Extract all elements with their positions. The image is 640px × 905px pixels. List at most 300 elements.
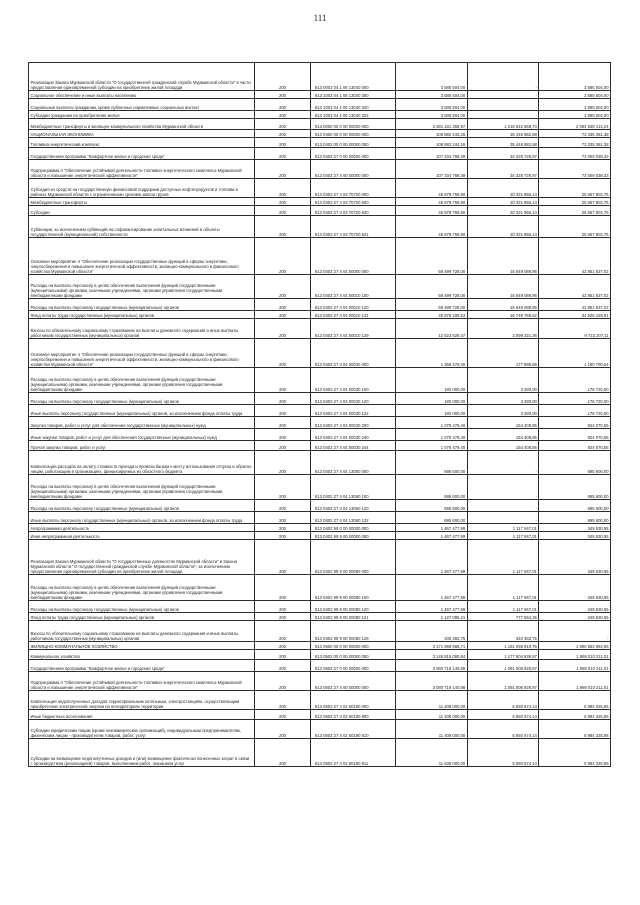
table-row [29, 311, 611, 319]
cell-exec: 154 408,85 [467, 417, 539, 429]
cell-admin: 200 [255, 339, 311, 368]
cell-plan: 1 467 477,99 [396, 601, 468, 613]
cell-rest: 3 585 504,00 [539, 63, 611, 91]
cell-plan: 11 635 000,00 [396, 739, 468, 767]
cell-rest: 349 530,95 [539, 540, 611, 575]
cell-admin: 200 [255, 429, 311, 441]
table-row [29, 650, 611, 660]
cell-code: 813 0402 27 4 04 00030 244 [311, 441, 396, 451]
cell-admin: 200 [255, 441, 311, 451]
cell-admin: 200 [255, 405, 311, 417]
cell-exec: - [467, 99, 539, 111]
cell-plan: 107 334 768,39 [396, 160, 468, 179]
table-row [29, 299, 611, 311]
cell-plan: 3 080 719 140,88 [396, 660, 468, 672]
cell-rest: 25 657 802,76 [539, 216, 611, 238]
cell-rest: 73 009 038,33 [539, 148, 611, 160]
cell-code: 813 0502 27 4 00 00000 000 [311, 672, 396, 691]
cell-exec: 177 688,86 [467, 339, 539, 368]
cell-name: Иная непрограммная деятельность [29, 532, 255, 540]
cell-name: НАЦИОНАЛЬНАЯ ЭКОНОМИКА [29, 130, 255, 138]
cell-rest: 176 720,00 [539, 405, 611, 417]
cell-exec: 20 321 956,14 [467, 206, 539, 216]
cell-admin: 200 [255, 575, 311, 601]
budget-execution-table [28, 62, 611, 767]
cell-name: Коммунальное хозяйство [29, 650, 255, 660]
cell-admin: 200 [255, 368, 311, 393]
cell-code: 813 0402 27 4 04 00030 120 [311, 393, 396, 405]
cell-admin: 200 [255, 660, 311, 672]
cell-code: 813 0402 27 4 04 13060 120 [311, 500, 396, 512]
cell-exec: 154 408,85 [467, 441, 539, 451]
cell-code: 813 0402 27 4 04 00010 120 [311, 299, 396, 311]
cell-code: 813 0003 04 1 06 13040 000 [311, 63, 396, 91]
cell-rest: - [539, 621, 611, 642]
cell-admin: 200 [255, 275, 311, 299]
cell-exec: - [467, 475, 539, 500]
table-row [29, 393, 611, 405]
cell-plan: 11 408 000,00 [396, 710, 468, 720]
cell-exec: 1 117 947,01 [467, 575, 539, 601]
cell-plan: 58 499 728,00 [396, 238, 468, 275]
cell-exec: 1 216 542 668,73 [467, 119, 539, 130]
table-row [29, 601, 611, 613]
cell-exec: - [467, 512, 539, 524]
cell-admin: 200 [255, 691, 311, 710]
cell-rest: 9 723 207,11 [539, 319, 611, 339]
cell-exec: - [467, 91, 539, 99]
cell-admin: 200 [255, 299, 311, 311]
cell-exec: 34 325 729,97 [467, 160, 539, 179]
cell-plan: 3 080 719 140,88 [396, 672, 468, 691]
cell-rest: 1 180 790,54 [539, 339, 611, 368]
cell-name: Субвенции, за исключением субвенций на софинансирование капитальных вложений в объекты государственной (муниципальной) собственности [29, 216, 255, 238]
cell-name: ЖИЛИЩНО-КОММУНАЛЬНОЕ ХОЗЯЙСТВО [29, 642, 255, 650]
cell-admin: 200 [255, 138, 311, 148]
cell-exec: 16 749 769,62 [467, 311, 539, 319]
cell-rest: 3 585 504,00 [539, 111, 611, 119]
cell-name: Реализация Закона Мурманской области "О государственной гражданской службе Мурманской области" в части предоставления единовременной субсидии на приобретение жилой площади [29, 63, 255, 91]
cell-plan: 3 585 504,00 [396, 99, 468, 111]
table-row [29, 130, 611, 138]
cell-exec: 20 321 956,14 [467, 216, 539, 238]
cell-plan: 695 600,00 [396, 451, 468, 475]
cell-code: 813 0402 27 4 03 70720 521 [311, 216, 396, 238]
cell-name: Расходы на выплаты персоналу в целях обеспечения выполнения функций государственными (муниципальными) органами, казенными учреждениями, органами управления государственными внебюджетными фондами [29, 275, 255, 299]
cell-name: Субсидия из средств на государственную финансовой поддержки доступных нефтепродуктов и топлива в районах Мурманской области с ограниченными сроками завоза грузов [29, 179, 255, 198]
cell-admin: 200 [255, 621, 311, 642]
cell-code: 813 0402 27 4 04 00000 000 [311, 238, 396, 275]
cell-admin: 200 [255, 238, 311, 275]
table-row [29, 91, 611, 99]
cell-code: 813 0502 27 4 02 60190 811 [311, 739, 396, 767]
cell-plan: 1 078 479,40 [396, 429, 468, 441]
cell-plan: 180 000,00 [396, 393, 468, 405]
cell-code: 813 0402 27 4 04 00030 240 [311, 429, 396, 441]
table-row [29, 710, 611, 720]
table-row [29, 441, 611, 451]
table-row [29, 368, 611, 393]
cell-name: Фонд оплаты труда государственных (муниципальных) органов [29, 613, 255, 621]
cell-rest: 695 600,00 [539, 512, 611, 524]
table-row [29, 429, 611, 441]
table-row [29, 739, 611, 767]
cell-rest: 25 657 802,76 [539, 179, 611, 198]
cell-rest: 73 335 361,38 [539, 138, 611, 148]
cell-plan: 1 358 479,40 [396, 339, 468, 368]
cell-code: 813 0402 00 0 00 00000 000 [311, 138, 396, 148]
table-row [29, 532, 611, 540]
cell-admin: 200 [255, 216, 311, 238]
cell-code: 813 0402 27 4 04 00030 100 [311, 368, 396, 393]
cell-admin: 200 [255, 319, 311, 339]
cell-code: 813 0402 99 0 00 00000 000 [311, 524, 396, 532]
cell-rest: 2 064 638 414,24 [539, 119, 611, 130]
cell-admin: 200 [255, 311, 311, 319]
cell-name: Основное мероприятие 4 "Обеспечение реализации государственных функций в сферах энергетики, энергосбережения и повышения энергетической эффективности, жилищно-коммунального и финансового хозяйства Мурманской области" [29, 238, 255, 275]
cell-plan: 180 000,00 [396, 368, 468, 393]
cell-code: 813 0402 99 9 00 00080 121 [311, 613, 396, 621]
cell-rest: 1 989 010 211,01 [539, 672, 611, 691]
cell-name: Закупка товаров, работ и услуг для обеспечения государственных (муниципальных) нужд [29, 417, 255, 429]
cell-plan: 45 976 199,53 [396, 311, 468, 319]
cell-plan: 58 499 728,00 [396, 299, 468, 311]
table-row [29, 216, 611, 238]
cell-exec: 5 650 674,14 [467, 739, 539, 767]
cell-code: 813 0402 27 4 04 00030 122 [311, 405, 396, 417]
cell-rest: 176 720,00 [539, 368, 611, 393]
cell-rest: 349 530,95 [539, 613, 611, 621]
cell-code: 813 0402 99 9 00 00080 120 [311, 601, 396, 613]
cell-exec: 154 408,85 [467, 429, 539, 441]
table-row [29, 339, 611, 368]
cell-code: 813 1003 04 1 06 13040 320 [311, 99, 396, 111]
cell-name: Основное мероприятие 4 "Обеспечение реализации государственных функций в сферах энергетики, энергосбережения и повышения энергетической эффективности, жилищно-коммунального и финансового хозяйства Мурманской области" [29, 339, 255, 368]
cell-name: Взносы по обязательному социальному страхованию на выплаты денежного содержания и иные выплаты работникам государственных (муниципальных) органов [29, 621, 255, 642]
cell-code: 813 0402 99 9 00 00080 000 [311, 540, 396, 575]
cell-rest: 5 984 325,86 [539, 710, 611, 720]
table-row [29, 500, 611, 512]
table-row [29, 138, 611, 148]
table-row [29, 148, 611, 160]
cell-exec: 15 649 088,96 [467, 299, 539, 311]
cell-admin: 200 [255, 417, 311, 429]
table-row [29, 575, 611, 601]
cell-plan: 1 078 479,40 [396, 441, 468, 451]
cell-plan: 108 882 244,26 [396, 138, 468, 148]
cell-name: Расходы на выплаты персоналу в целях обеспечения выполнения функций государственными (муниципальными) органами, казенными учреждениями, органами управления государственными внебюджетными фондами [29, 368, 255, 393]
cell-exec: 35 446 882,88 [467, 138, 539, 148]
cell-admin: 200 [255, 451, 311, 475]
cell-code: 813 0500 00 0 00 00000 000 [311, 642, 396, 650]
cell-name: Расходы на выплаты персоналу государственных (муниципальных) органов [29, 601, 255, 613]
table-row [29, 512, 611, 524]
cell-code: 813 0402 27 4 04 13060 122 [311, 512, 396, 524]
cell-code: 813 0402 27 4 04 00010 100 [311, 275, 396, 299]
cell-admin: 200 [255, 475, 311, 500]
cell-exec: - [467, 111, 539, 119]
cell-exec: 34 325 729,97 [467, 148, 539, 160]
cell-name: Субсидии [29, 206, 255, 216]
cell-admin: 200 [255, 642, 311, 650]
cell-rest: 1 990 563 954,96 [539, 642, 611, 650]
cell-exec: - [467, 63, 539, 91]
cell-plan: 11 408 000,00 [396, 720, 468, 739]
cell-name: Непрограммная деятельность [29, 524, 255, 532]
cell-rest: 349 530,95 [539, 524, 611, 532]
cell-admin: 200 [255, 91, 311, 99]
cell-rest: 349 530,95 [539, 532, 611, 540]
cell-admin: 200 [255, 720, 311, 739]
cell-code: 813 0402 27 4 03 70720 520 [311, 206, 396, 216]
cell-admin: 200 [255, 179, 311, 198]
cell-name: Государственная программа "Комфортное жилье и городская среда" [29, 660, 255, 672]
cell-plan: 3 146 815 080,84 [396, 650, 468, 660]
cell-admin: 200 [255, 532, 311, 540]
table-row [29, 621, 611, 642]
table-row [29, 691, 611, 710]
page-number: 111 [313, 13, 327, 23]
table-row [29, 720, 611, 739]
cell-admin: 200 [255, 111, 311, 119]
cell-plan: 11 408 000,00 [396, 691, 468, 710]
cell-rest: 695 600,00 [539, 451, 611, 475]
cell-exec: 5 650 674,14 [467, 720, 539, 739]
cell-code: 813 0402 27 4 03 70720 000 [311, 179, 396, 198]
cell-name: Государственная программа "Комфортное жилье и городская среда" [29, 148, 255, 160]
cell-name: Иные закупки товаров, работ и услуг для обеспечения государственных (муниципальных) нужд [29, 429, 255, 441]
table-row [29, 540, 611, 575]
cell-plan: 45 979 759,90 [396, 179, 468, 198]
table-row [29, 672, 611, 691]
cell-exec: 1 117 947,01 [467, 540, 539, 575]
cell-code: 813 0402 27 4 03 70720 500 [311, 198, 396, 206]
cell-rest: 42 851 637,02 [539, 299, 611, 311]
cell-code: 813 0402 99 9 00 00080 129 [311, 621, 396, 642]
cell-admin: 200 [255, 99, 311, 111]
cell-rest: 695 600,00 [539, 500, 611, 512]
cell-name: Компенсация недополученных доходов территориальным котельным, электростанциям, осуществляющим приобретение электрической энергии на нетерриториях территории [29, 691, 255, 710]
cell-exec: 20 321 956,14 [467, 179, 539, 198]
cell-admin: 200 [255, 540, 311, 575]
cell-name: Расходы на выплаты персоналу государственных (муниципальных) органов [29, 393, 255, 405]
cell-name: Расходы на выплаты персоналу государственных (муниципальных) органов [29, 500, 255, 512]
cell-plan: 45 979 759,90 [396, 198, 468, 206]
table-row [29, 642, 611, 650]
cell-code: 813 0502 27 0 00 00000 000 [311, 660, 396, 672]
cell-rest: 176 720,00 [539, 393, 611, 405]
cell-admin: 200 [255, 119, 311, 130]
cell-name: Межбюджетные трансферты [29, 198, 255, 206]
cell-name: Социальные выплаты гражданам, кроме публичных нормативных социальных выплат [29, 99, 255, 111]
table-row [29, 451, 611, 475]
cell-exec: 1 091 006 929,87 [467, 660, 539, 672]
cell-rest: 25 657 802,76 [539, 206, 611, 216]
cell-exec: 1 117 947,01 [467, 524, 539, 532]
cell-admin: 200 [255, 130, 311, 138]
cell-code: 813 0502 27 4 02 60190 000 [311, 691, 396, 710]
cell-name: Иные выплаты персоналу государственных (муниципальных) органов, за исключением фонда оплаты труда [29, 405, 255, 417]
cell-name: Расходы на выплаты персоналу в целях обеспечения выполнения функций государственными (муниципальными) органами, казенными учреждениями, органами управления государственными внебюджетными фондами [29, 475, 255, 500]
cell-code: 813 0402 27 4 04 00010 129 [311, 319, 396, 339]
cell-exec: 3 280,00 [467, 405, 539, 417]
cell-code: 813 0502 27 4 02 60190 800 [311, 710, 396, 720]
table-row [29, 198, 611, 206]
cell-exec: 3 099 321,36 [467, 319, 539, 339]
cell-plan: 180 000,00 [396, 405, 468, 417]
cell-exec: 35 446 882,88 [467, 130, 539, 138]
table-row [29, 179, 611, 198]
cell-code: 813 0000 00 0 00 00000 000 [311, 119, 396, 130]
table-row [29, 63, 611, 91]
cell-code: 813 0402 99 9 00 00080 100 [311, 575, 396, 601]
cell-rest: 25 657 802,76 [539, 198, 611, 206]
cell-admin: 200 [255, 650, 311, 660]
cell-exec: 5 650 674,14 [467, 710, 539, 720]
cell-exec: 340 382,75 [467, 621, 539, 642]
cell-plan: 1 467 477,99 [396, 575, 468, 601]
cell-admin: 200 [255, 160, 311, 179]
cell-plan: 695 600,00 [396, 475, 468, 500]
cell-rest: 73 009 038,33 [539, 160, 611, 179]
cell-code: 813 0402 99 9 00 00000 000 [311, 532, 396, 540]
cell-rest: 34 526 429,91 [539, 311, 611, 319]
cell-plan: 3 585 504,00 [396, 111, 468, 119]
cell-code: 813 0402 27 4 04 13060 000 [311, 451, 396, 475]
cell-exec: 15 649 088,96 [467, 238, 539, 275]
cell-name: Подпрограмма 4 "Обеспечение устойчивой деятельности топливно-энергетического комплекса Мурманской области и повышение энергетической эффективности" [29, 672, 255, 691]
cell-exec: 20 321 956,14 [467, 198, 539, 206]
table-row [29, 524, 611, 532]
cell-rest: 924 070,55 [539, 417, 611, 429]
cell-plan: 695 600,00 [396, 500, 468, 512]
cell-rest: 3 585 504,00 [539, 91, 611, 99]
cell-exec: 3 280,00 [467, 393, 539, 405]
cell-code: 813 0402 27 4 04 00010 121 [311, 311, 396, 319]
cell-exec: 15 649 088,96 [467, 275, 539, 299]
table-row [29, 119, 611, 130]
cell-code: 813 0400 00 0 00 00000 000 [311, 130, 396, 138]
cell-rest: 42 851 637,02 [539, 238, 611, 275]
cell-code: 813 0402 27 0 00 00000 000 [311, 148, 396, 160]
cell-plan: 12 523 528,47 [396, 319, 468, 339]
cell-rest: 3 585 504,00 [539, 99, 611, 111]
cell-name: Расходы на выплаты персоналу в целях обеспечения выполнения функций государственными (муниципальными) органами, казенными учреждениями, органами управления государственными внебюджетными фондами [29, 575, 255, 601]
table-row [29, 111, 611, 119]
cell-name: Иные выплаты персоналу государственных (муниципальных) органов, за исключением фонда оплаты труда [29, 512, 255, 524]
cell-name: Компенсация расходов на оплату стоимости проезда и провоза багажа к месту использования отпуска и обратно лицам, работающим в организациях, финансируемых из областного бюджета [29, 451, 255, 475]
cell-rest: 695 600,00 [539, 475, 611, 500]
cell-rest: 1 989 010 211,01 [539, 660, 611, 672]
cell-name: Фонд оплаты труда государственных (муниципальных) органов [29, 311, 255, 319]
cell-code: 813 0402 27 4 00 00000 000 [311, 160, 396, 179]
cell-admin: 200 [255, 613, 311, 621]
cell-plan: 1 078 479,40 [396, 417, 468, 429]
cell-plan: 107 334 768,39 [396, 148, 468, 160]
table-row [29, 99, 611, 111]
cell-plan: 1 127 095,21 [396, 613, 468, 621]
cell-admin: 200 [255, 524, 311, 532]
cell-name: Субсидии гражданам на приобретение жилья [29, 111, 255, 119]
cell-code: 813 0402 27 4 04 13060 100 [311, 475, 396, 500]
cell-rest: 5 984 325,86 [539, 720, 611, 739]
table-row [29, 319, 611, 339]
cell-code: 813 1003 04 1 06 13040 322 [311, 111, 396, 119]
cell-exec: 1 117 947,01 [467, 601, 539, 613]
cell-admin: 200 [255, 672, 311, 691]
cell-rest: 5 984 325,86 [539, 739, 611, 767]
table-row [29, 275, 611, 299]
cell-code: 813 0502 27 4 02 60190 810 [311, 720, 396, 739]
table-row [29, 660, 611, 672]
cell-admin: 200 [255, 601, 311, 613]
cell-plan: 695 600,00 [396, 512, 468, 524]
cell-plan: 1 467 477,99 [396, 524, 468, 532]
cell-rest: 1 969 010 211,01 [539, 650, 611, 660]
cell-plan: 340 382,75 [396, 621, 468, 642]
cell-name: Субсидии юридическим лицам (кроме некоммерческих организаций), индивидуальным предпринимателям, физическим лицам - производителям товаров, работ, услуг [29, 720, 255, 739]
cell-rest: 42 851 637,02 [539, 275, 611, 299]
cell-plan: 108 882 243,26 [396, 130, 468, 138]
cell-name: Социальное обеспечение и иные выплаты населению [29, 91, 255, 99]
cell-plan: 45 979 759,90 [396, 206, 468, 216]
table-row [29, 405, 611, 417]
cell-name: Иные бюджетные ассигнования [29, 710, 255, 720]
cell-rest: 924 070,55 [539, 429, 611, 441]
table-row [29, 417, 611, 429]
cell-exec: - [467, 500, 539, 512]
cell-admin: 200 [255, 206, 311, 216]
cell-exec: 3 280,00 [467, 368, 539, 393]
cell-admin: 200 [255, 148, 311, 160]
cell-code: 813 0502 00 0 00 00000 000 [311, 650, 396, 660]
cell-admin: 200 [255, 393, 311, 405]
cell-plan: 1 467 477,99 [396, 532, 468, 540]
cell-rest: 924 070,55 [539, 441, 611, 451]
cell-rest: 5 984 325,86 [539, 691, 611, 710]
cell-name: Топливно-энергетический комплекс [29, 138, 255, 148]
table-row [29, 160, 611, 179]
cell-rest: 73 335 361,38 [539, 130, 611, 138]
cell-name: Межбюджетные трансферты и жилищно-коммунального хозяйства Мурманской области [29, 119, 255, 130]
cell-name: Подпрограмма 4 "Обеспечение устойчивой деятельности топливно-энергетического комплекса Мурманской области и повышение энергетической эффективности" [29, 160, 255, 179]
cell-exec: 1 117 947,01 [467, 532, 539, 540]
cell-code: 813 1003 04 1 06 13040 300 [311, 91, 396, 99]
cell-exec: 1 181 095 910,75 [467, 642, 539, 650]
cell-exec: 1 177 804 939,87 [467, 650, 539, 660]
cell-admin: 200 [255, 198, 311, 206]
cell-exec: 1 091 006 929,87 [467, 672, 539, 691]
cell-plan: 58 499 728,00 [396, 275, 468, 299]
cell-plan: 1 467 477,99 [396, 540, 468, 575]
cell-code: 813 0402 27 4 04 00030 000 [311, 339, 396, 368]
cell-name: Субсидии на возмещение недополученных доходов и (или) возмещение фактически понесенных затрат в связи с производством (реализацией) товаров, выполнением работ, оказанием услуг [29, 739, 255, 767]
table-row [29, 475, 611, 500]
cell-plan: 3 281 181 359,97 [396, 119, 468, 130]
cell-exec: 5 650 674,14 [467, 691, 539, 710]
cell-admin: 200 [255, 500, 311, 512]
cell-rest: 349 530,95 [539, 575, 611, 601]
table-row [29, 206, 611, 216]
cell-admin: 200 [255, 710, 311, 720]
cell-name: Взносы по обязательному социальному страхованию на выплаты денежного содержания и иные выплаты работникам государственных (муниципальных) органов [29, 319, 255, 339]
table-row [29, 613, 611, 621]
cell-exec: 777 564,26 [467, 613, 539, 621]
cell-admin: 200 [255, 739, 311, 767]
cell-plan: 45 979 759,90 [396, 216, 468, 238]
cell-plan: 3 585 504,00 [396, 91, 468, 99]
cell-name: Расходы на выплаты персоналу государственных (муниципальных) органов [29, 299, 255, 311]
